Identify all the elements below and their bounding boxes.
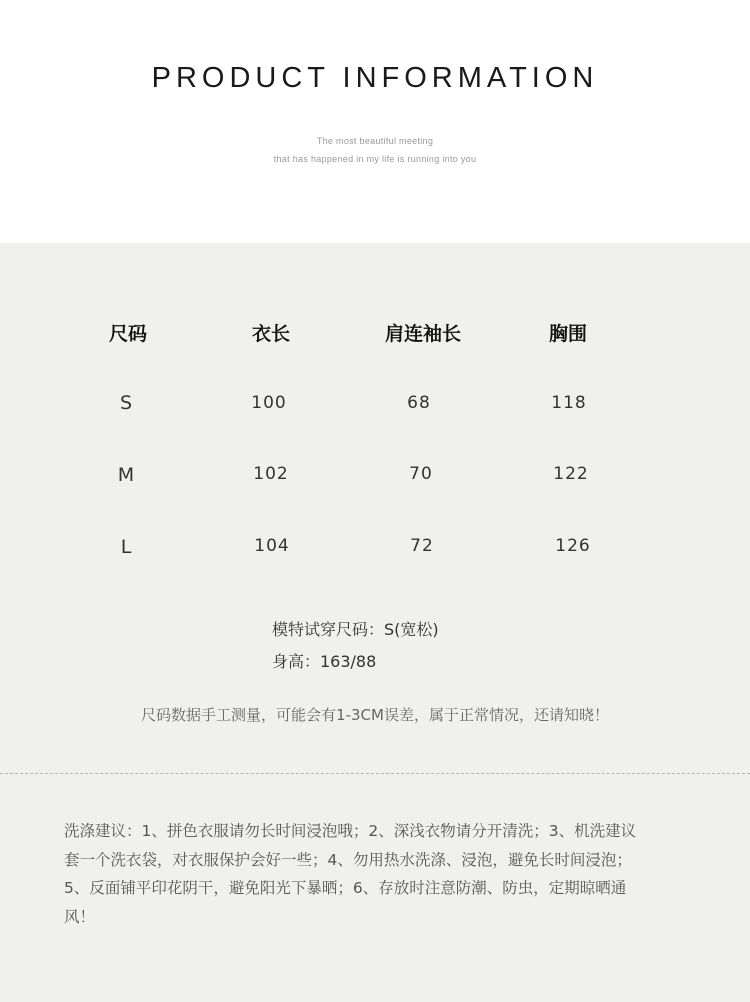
column-header-sleeve: 肩连袖长	[384, 323, 461, 345]
column-header-chest: 胸围	[548, 323, 587, 345]
column-header-length: 衣长	[251, 323, 290, 345]
care-line: 套一个洗衣袋，对衣服保护会好一些；4、勿用热水洗涤、浸泡，避免长时间浸泡；	[64, 850, 632, 869]
measurement-notice: 尺码数据手工测量，可能会有1-3CM误差，属于正常情况，还请知晓！	[141, 706, 609, 724]
info-panel	[0, 243, 750, 1002]
care-line: 洗涤建议：1、拼色衣服请勿长时间浸泡哦；2、深浅衣物请分开清洗；3、机洗建议	[64, 822, 637, 840]
sleeve-cell: 72	[410, 536, 434, 556]
header-section	[0, 0, 750, 243]
model-height: 身高：163/88	[272, 652, 377, 671]
size-cell: L	[120, 536, 132, 558]
length-cell: 102	[253, 464, 289, 484]
chest-cell: 122	[553, 464, 589, 484]
care-line: 风！	[64, 907, 96, 926]
subtitle-line-1: The most beautiful meeting	[316, 136, 434, 146]
subtitle-line-2: that has happened in my life is running into you	[273, 154, 477, 164]
length-cell: 104	[254, 536, 290, 556]
size-cell: S	[119, 392, 133, 414]
care-line: 5、反面铺平印花阴干，避免阳光下暴晒；6、存放时注意防潮、防虫，定期晾晒通	[64, 879, 627, 897]
sleeve-cell: 70	[409, 464, 433, 484]
size-cell: M	[117, 464, 135, 486]
dashed-divider	[0, 773, 750, 774]
model-fit-size: 模特试穿尺码：S(宽松)	[272, 620, 439, 639]
chest-cell: 126	[555, 536, 591, 556]
sleeve-cell: 68	[407, 393, 431, 413]
page-title: PRODUCT INFORMATION	[151, 62, 599, 94]
length-cell: 100	[251, 393, 287, 413]
care-instructions	[64, 817, 694, 931]
chest-cell: 118	[551, 393, 587, 413]
column-header-size: 尺码	[108, 323, 147, 345]
